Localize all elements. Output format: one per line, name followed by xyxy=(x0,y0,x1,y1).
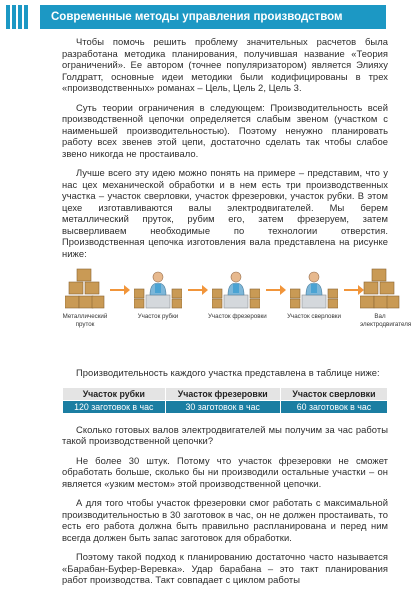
process-step-milling xyxy=(208,267,267,321)
table-cell: 120 заготовок в час xyxy=(63,400,166,413)
paragraph: Чтобы помочь решить проблему значительных расчетов была разработана методика планирования, получившая название «Теория ограничений». Ее автором (точнее популяризатором) является Элияху Голдратт, основные идеи методики были кодифицированы в трех «производственных» романах – Цель, Цель 2, Цель 3. xyxy=(62,36,388,93)
arrow-icon xyxy=(188,289,203,291)
main-content xyxy=(62,36,412,594)
table-header: Участок рубки xyxy=(63,387,166,400)
process-step-label: Металлический пруток xyxy=(62,313,108,328)
arrow-icon xyxy=(110,289,125,291)
worker-icon xyxy=(134,267,182,311)
process-step-label: Участок рубки xyxy=(137,313,179,320)
process-step-drilling xyxy=(286,267,342,321)
table-cell: 30 заготовок в час xyxy=(165,400,280,413)
worker-icon xyxy=(290,267,338,311)
process-diagram xyxy=(62,267,412,345)
boxes-icon xyxy=(65,267,105,311)
paragraph: Лучше всего эту идею можно понять на примере – представим, что у нас цех механической обработки и в нем есть три производственных участка – участок сверловки, участок фрезеровки, участок рубки. В этом цехе изготавливаются валы электродвигателей. Мы берем металлический пруток, рубим его, затем фрезеруем, затем высверливаем необходимые по технологии отверстия. Производственная цепочка изготовления вала представлена на рисунке ниже: xyxy=(62,167,388,259)
process-step-shaft xyxy=(360,267,412,328)
paragraph: Суть теории ограничения в следующем: Производительность всей производственной цепочки определяется слабым звеном (участком с наименьшей производительностью). Поэтому ненужно планировать работу всех звенев этой цепи, достаточно сделать так чтобы слабое звено никогда не простаивало. xyxy=(62,101,388,159)
worker-icon xyxy=(212,267,260,311)
arrow-icon xyxy=(344,289,359,291)
paragraph: Производительность каждого участка представлена в таблице ниже: xyxy=(76,367,380,378)
process-step-label: Участок фрезеровки xyxy=(208,313,267,320)
process-step-label: Вал электродвигателя xyxy=(360,313,412,328)
process-step-cutting xyxy=(130,267,186,321)
paragraph: Сколько готовых валов электродвигателей мы получим за час работы такой производственной цепочки? xyxy=(62,423,388,446)
process-step-raw-material xyxy=(62,267,108,328)
stripe xyxy=(6,5,10,29)
table-header: Участок фрезеровки xyxy=(165,387,280,400)
table-row xyxy=(63,400,388,413)
page-title: Современные методы управления производством xyxy=(40,5,386,29)
table-header-row xyxy=(63,387,388,400)
boxes-icon xyxy=(360,267,400,311)
header-stripes xyxy=(6,5,28,29)
paragraph: А для того чтобы участок фрезеровки смог работать с максимальной производительностью в 30 заготовок в час, он не должен простаивать, то есть его работа должна быть правильно распланирована и перед ним всегда должен быть запас заготовок для обработки. xyxy=(62,497,388,543)
paragraph: Не более 30 штук. Потому что участок фрезеровки не сможет обработать больше, сколько бы ни производили остальные участки – он является «узким местом» этой производственной цепочки. xyxy=(62,454,388,489)
arrow-icon xyxy=(266,289,281,291)
productivity-table xyxy=(62,387,388,414)
stripe xyxy=(18,5,22,29)
stripe xyxy=(24,5,28,29)
table-cell: 60 заготовок в час xyxy=(280,400,387,413)
process-step-label: Участок сверловки xyxy=(287,313,341,320)
paragraph: Поэтому такой подход к планированию достаточно часто называется «Барабан-Буфер-Веревка». Удар барабана – это такт планирования работ производства. Такт совпадает с циклом работы xyxy=(62,551,388,585)
table-header: Участок сверловки xyxy=(280,387,387,400)
stripe xyxy=(12,5,16,29)
